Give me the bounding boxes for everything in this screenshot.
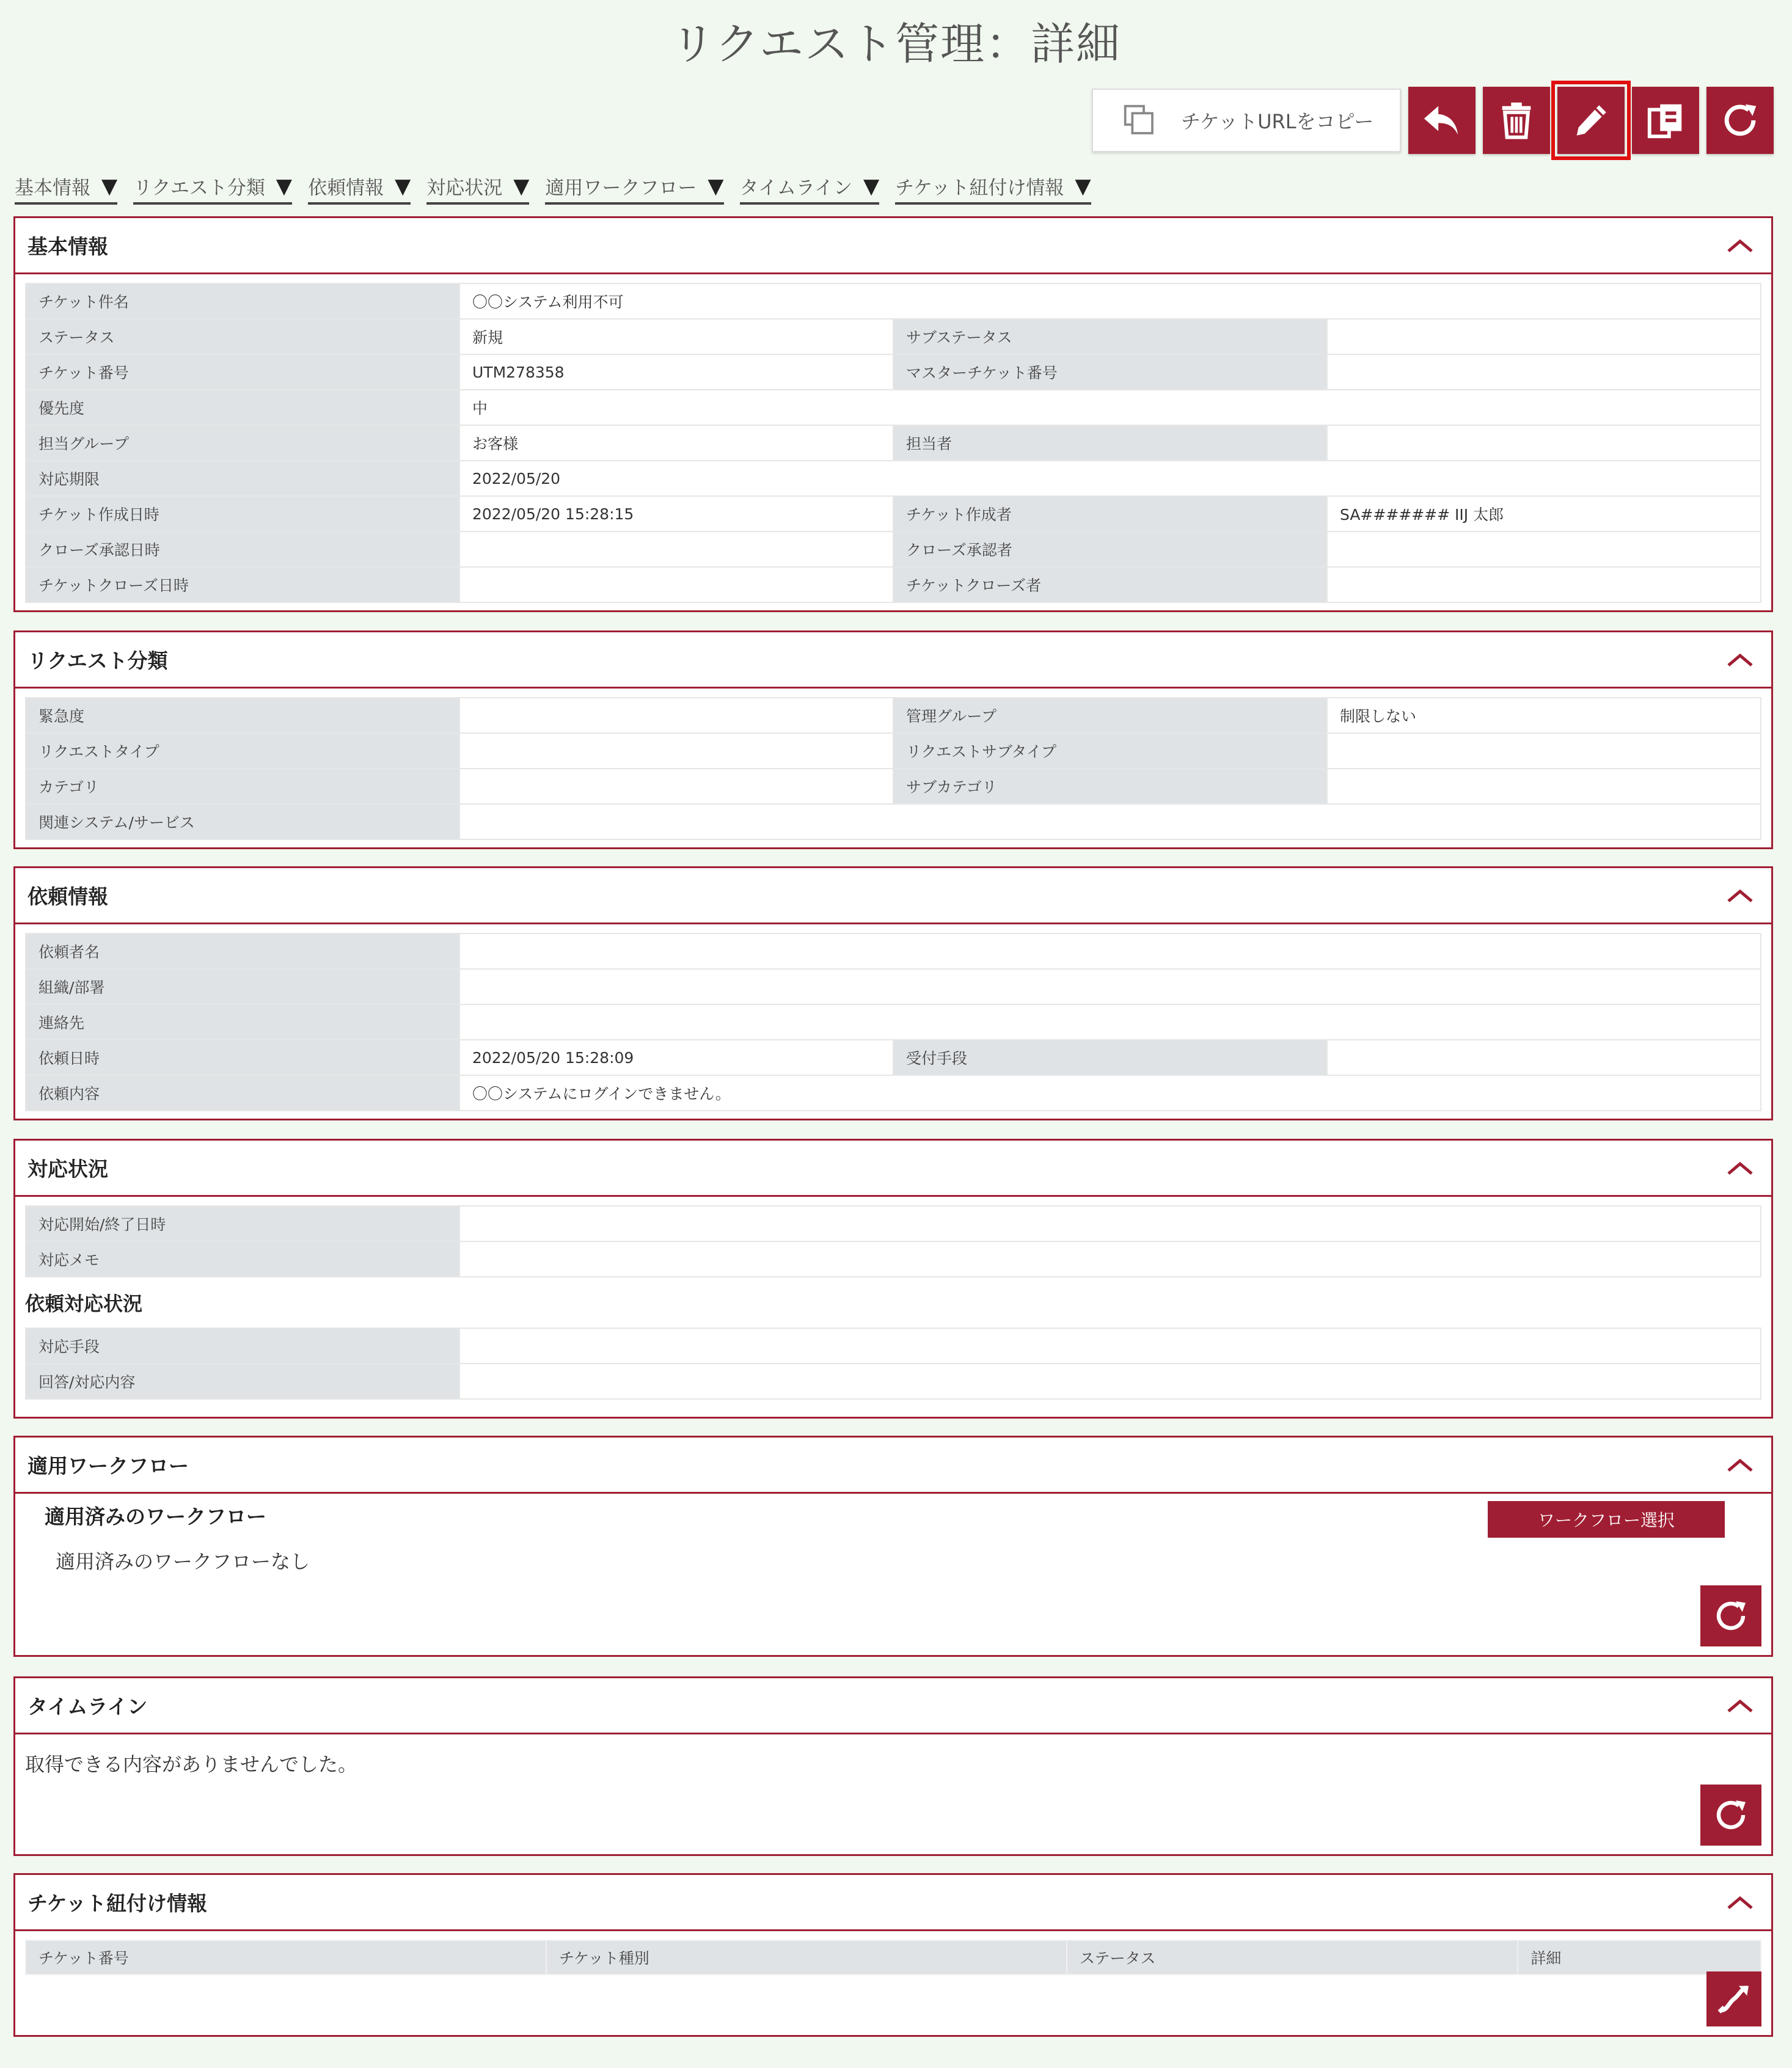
field-value [459,1328,1761,1364]
delete-button[interactable] [1483,87,1550,154]
table-header-row [26,1940,1761,1975]
section-title: 適用ワークフロー [27,1454,189,1478]
field-label: チケット作成日時 [26,496,459,532]
refresh-icon [1711,1596,1750,1635]
field-label: 担当者 [893,425,1327,461]
field-value [459,934,1761,969]
column-header: ステータス [1067,1940,1518,1975]
triangle-down-icon: ▼ [1075,174,1091,199]
table-row [26,390,1761,425]
field-label: マスターチケット番号 [893,354,1327,390]
field-value [1327,354,1761,390]
field-label: カテゴリ [26,769,459,804]
section-header[interactable] [15,1438,1771,1494]
field-value [459,969,1761,1004]
section-title: リクエスト分類 [27,649,168,673]
field-value [459,1241,1761,1277]
applied-workflow-title: 適用済みのワークフロー [45,1505,266,1529]
table-row [26,283,1761,319]
field-value: 制限しない [1327,698,1761,733]
copy-url-button[interactable] [1092,89,1401,152]
back-icon [1421,99,1463,142]
field-value: 新規 [459,319,893,354]
table-row [26,1328,1761,1364]
field-label: サブカテゴリ [893,769,1327,804]
section-header[interactable] [15,1141,1771,1197]
field-value [459,804,1761,839]
table-row [26,698,1761,733]
field-value [1327,319,1761,354]
section-request-classification [13,630,1773,849]
triangle-down-icon: ▼ [708,174,724,199]
field-label: 緊急度 [26,698,459,733]
field-label: チケットクローズ者 [893,567,1327,602]
chevron-up-icon[interactable] [1725,1893,1755,1912]
field-label: 依頼内容 [26,1075,459,1111]
table-row [26,532,1761,567]
field-value [459,733,893,769]
field-value [1327,567,1761,602]
field-label: 対応メモ [26,1241,459,1277]
anchor-label: 依頼情報 [308,177,384,199]
chevron-up-icon[interactable] [1725,651,1755,669]
edit-button[interactable] [1557,87,1625,154]
anchor-workflow[interactable] [545,172,723,205]
workflow-select-button[interactable]: ワークフロー選択 [1488,1501,1725,1538]
table-row [26,319,1761,354]
table-row [26,354,1761,390]
column-header: 詳細 [1518,1940,1761,1975]
field-label: 依頼日時 [26,1040,459,1075]
section-header[interactable] [15,868,1771,924]
field-value [1327,769,1761,804]
field-value: SA####### IIJ 太郎 [1327,496,1761,532]
field-label: 依頼者名 [26,934,459,969]
anchor-request-info[interactable] [308,172,411,205]
anchor-label: 適用ワークフロー [545,177,697,199]
applied-workflow-empty: 適用済みのワークフローなし [56,1550,310,1573]
field-value [459,1364,1761,1399]
anchor-response-status[interactable] [426,172,529,205]
anchor-label: チケット紐付け情報 [895,177,1064,199]
table-row [26,1241,1761,1277]
triangle-down-icon: ▼ [513,174,530,199]
section-title: タイムライン [27,1695,148,1719]
field-value [1327,733,1761,769]
ticket-links-table [25,1940,1761,1975]
request-response-table [25,1328,1761,1400]
section-timeline [13,1676,1773,1856]
section-response-status [13,1139,1773,1419]
timeline-refresh-button[interactable] [1700,1785,1761,1846]
field-value [459,769,893,804]
table-row [26,804,1761,839]
field-label: クローズ承認日時 [26,532,459,567]
table-row [26,1075,1761,1111]
anchor-label: タイムライン [739,177,852,199]
field-value [459,1004,1761,1040]
workflow-refresh-button[interactable] [1700,1585,1761,1646]
field-label: サブステータス [893,319,1327,354]
anchor-label: 基本情報 [15,177,90,199]
chevron-up-icon[interactable] [1725,1697,1755,1715]
refresh-icon [1711,1796,1750,1835]
triangle-down-icon: ▼ [276,174,293,199]
field-value [459,698,893,733]
table-row [26,1004,1761,1040]
anchor-ticket-links[interactable] [895,172,1091,205]
table-row [26,496,1761,532]
table-row [26,934,1761,969]
field-label: ステータス [26,319,459,354]
triangle-down-icon: ▼ [101,174,118,199]
section-header[interactable] [15,1678,1771,1734]
field-value: 2022/05/20 15:28:15 [459,496,893,532]
field-label: 関連システム/サービス [26,804,459,839]
field-label: 受付手段 [893,1040,1327,1075]
response-status-table [25,1205,1761,1277]
field-label: 管理グループ [893,698,1327,733]
classification-table [25,697,1761,840]
field-label: チケット番号 [26,354,459,390]
field-value: 2022/05/20 15:28:09 [459,1040,893,1075]
field-label: 対応期限 [26,461,459,496]
table-row [26,733,1761,769]
anchor-basic-info[interactable] [15,172,117,205]
section-title: 対応状況 [27,1157,108,1181]
section-basic-info [13,216,1773,612]
basic-info-table [25,283,1761,603]
copy-url-label: チケットURLをコピー [1181,110,1374,133]
table-row [26,567,1761,602]
subsection-title: 依頼対応状況 [25,1292,143,1315]
page-title: リクエスト管理：詳細 [670,18,1122,70]
field-label: クローズ承認者 [893,532,1327,567]
section-title: 依頼情報 [27,885,108,908]
column-header: チケット番号 [26,1940,546,1975]
back-button[interactable] [1408,87,1476,154]
table-row [26,461,1761,496]
table-row [26,1040,1761,1075]
section-anchor-nav [15,172,1091,205]
field-label: 回答/対応内容 [26,1364,459,1399]
field-value: お客様 [459,425,893,461]
field-label: チケットクローズ日時 [26,567,459,602]
field-value [459,532,893,567]
table-row [26,969,1761,1004]
anchor-label: リクエスト分類 [133,177,265,199]
field-label: チケット件名 [26,283,459,319]
column-header: チケット種別 [546,1940,1067,1975]
link-icon [1714,1979,1754,2019]
pencil-icon [1570,99,1612,142]
table-row [26,425,1761,461]
chevron-up-icon[interactable] [1725,886,1755,905]
field-label: 対応手段 [26,1328,459,1364]
copy-ticket-button[interactable] [1632,87,1699,154]
section-header[interactable] [15,1875,1771,1931]
field-value [459,567,893,602]
section-workflow [13,1436,1773,1657]
field-value: 〇〇システムにログインできません。 [459,1075,1761,1111]
field-label: リクエストサブタイプ [893,733,1327,769]
section-title: チケット紐付け情報 [27,1891,208,1915]
copy-ticket-icon [1644,99,1687,142]
chevron-up-icon[interactable] [1725,236,1755,255]
link-ticket-button[interactable] [1706,1971,1761,2026]
anchor-timeline[interactable] [740,172,880,205]
toolbar [1092,87,1774,154]
anchor-request-classification[interactable] [133,172,292,205]
triangle-down-icon: ▼ [863,174,880,199]
table-row [26,1364,1761,1399]
table-row [26,1206,1761,1241]
triangle-down-icon: ▼ [395,174,411,199]
section-header[interactable] [15,632,1771,689]
copy-icon [1122,103,1157,137]
timeline-empty-message: 取得できる内容がありませんでした。 [25,1753,358,1776]
section-title: 基本情報 [27,235,108,258]
field-value: 中 [459,390,1761,425]
trash-icon [1495,99,1538,142]
table-row [26,769,1761,804]
section-request-info [13,866,1773,1120]
field-label: 組織/部署 [26,969,459,1004]
section-header[interactable] [15,218,1771,274]
field-label: 優先度 [26,390,459,425]
field-label: チケット作成者 [893,496,1327,532]
field-label: 担当グループ [26,425,459,461]
refresh-icon [1719,99,1761,142]
field-value: 2022/05/20 [459,461,1761,496]
field-label: 連絡先 [26,1004,459,1040]
field-value [1327,425,1761,461]
field-value [1327,532,1761,567]
field-value [459,1206,1761,1241]
field-label: 対応開始/終了日時 [26,1206,459,1241]
request-info-table [25,933,1761,1111]
anchor-label: 対応状況 [426,177,503,199]
chevron-up-icon[interactable] [1725,1159,1755,1177]
field-value: 〇〇システム利用不可 [459,283,1761,319]
section-ticket-links [13,1873,1773,2037]
field-value [1327,1040,1761,1075]
field-label: リクエストタイプ [26,733,459,769]
chevron-up-icon[interactable] [1725,1456,1755,1474]
refresh-button[interactable] [1706,87,1774,154]
field-value: UTM278358 [459,354,893,390]
